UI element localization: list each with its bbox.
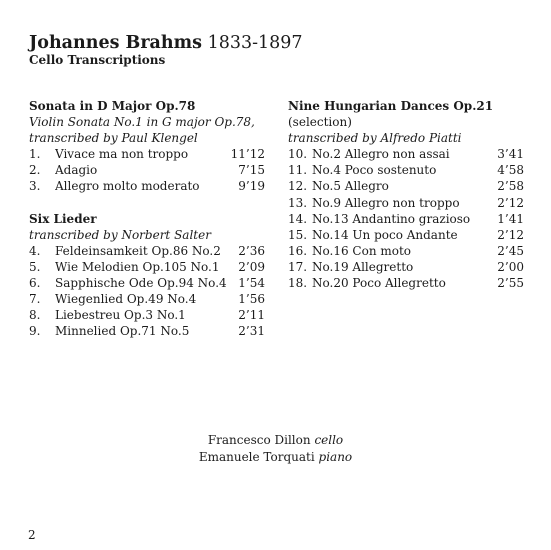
track-title: Allegro molto moderato: [55, 179, 200, 194]
left-column: [29, 98, 265, 339]
track-number: 18.: [288, 276, 308, 291]
track-row: [288, 259, 524, 275]
track-duration: 2’58: [497, 179, 524, 194]
dances-arranger: transcribed by Alfredo Piatti: [288, 131, 462, 146]
track-row: [29, 291, 265, 307]
track-number: 10.: [288, 147, 308, 162]
sonata-track-list: [29, 146, 265, 194]
track-title: Sapphische Ode Op.94 No.4: [55, 275, 227, 290]
track-title: Vivace ma non troppo: [55, 147, 189, 162]
track-title: No.5 Allegro: [312, 179, 389, 194]
track-title: No.19 Allegretto: [312, 259, 414, 274]
track-title: Wiegenlied Op.49 No.4: [55, 292, 197, 307]
lieder-title: Six Lieder: [29, 211, 97, 226]
track-duration: 4’58: [497, 163, 524, 178]
track-number: 16.: [288, 243, 308, 258]
performer-role: cello: [314, 433, 344, 447]
track-number: 7.: [29, 292, 41, 307]
lieder-arranger: transcribed by Norbert Salter: [29, 227, 211, 242]
track-duration: 1’41: [497, 211, 524, 226]
performer-piano: [0, 449, 551, 466]
track-number: 13.: [288, 195, 308, 210]
track-number: 3.: [29, 179, 41, 194]
track-row: [29, 146, 265, 162]
track-duration: 2’00: [497, 259, 524, 274]
track-row: [288, 211, 524, 227]
track-number: 1.: [29, 147, 41, 162]
track-number: 9.: [29, 324, 41, 339]
track-duration: 11’12: [230, 147, 265, 162]
track-title: No.2 Allegro non assai: [312, 147, 450, 162]
track-duration: 3’41: [497, 147, 524, 162]
track-duration: 1’54: [238, 275, 265, 290]
track-number: 8.: [29, 308, 41, 323]
track-duration: 2’12: [497, 227, 524, 242]
track-title: Liebestreu Op.3 No.1: [55, 308, 186, 323]
track-row: [288, 243, 524, 259]
section-gap: [29, 195, 265, 211]
track-duration: 2’09: [238, 259, 265, 274]
dances-title: Nine Hungarian Dances Op.21: [288, 99, 494, 113]
track-row: [29, 259, 265, 275]
track-title: No.20 Poco Allegretto: [312, 276, 446, 291]
sonata-arranger: transcribed by Paul Klengel: [29, 131, 198, 146]
performer-cello: [0, 432, 551, 449]
track-row: [29, 323, 265, 339]
track-number: 11.: [288, 163, 308, 178]
performer-name: Emanuele Torquati: [198, 450, 315, 464]
track-duration: 2’31: [238, 324, 265, 339]
performer-role: piano: [318, 450, 353, 464]
track-title: No.4 Poco sostenuto: [312, 163, 437, 178]
page-number: 2: [28, 528, 36, 542]
lieder-track-list: [29, 243, 265, 340]
track-duration: 7’15: [238, 163, 265, 178]
performer-name: Francesco Dillon: [207, 433, 311, 447]
track-title: No.16 Con moto: [312, 243, 412, 258]
dances-note: (selection): [288, 115, 352, 130]
track-row: [288, 146, 524, 162]
track-number: 15.: [288, 227, 308, 242]
track-duration: 1’56: [238, 292, 265, 307]
track-title: Feldeinsamkeit Op.86 No.2: [55, 243, 221, 258]
track-row: [288, 195, 524, 211]
track-number: 12.: [288, 179, 308, 194]
track-title: No.9 Allegro non troppo: [312, 195, 460, 210]
track-row: [288, 227, 524, 243]
track-row: [29, 162, 265, 178]
track-title: Minnelied Op.71 No.5: [55, 324, 190, 339]
track-title: No.14 Un poco Andante: [312, 227, 458, 242]
track-title: No.13 Andantino grazioso: [312, 211, 471, 226]
track-number: 2.: [29, 163, 41, 178]
dances-track-list: [288, 146, 524, 291]
sonata-source: Violin Sonata No.1 in G major Op.78,: [29, 115, 255, 130]
track-number: 5.: [29, 259, 41, 274]
track-duration: 2’55: [497, 276, 524, 291]
track-number: 17.: [288, 259, 308, 274]
track-number: 14.: [288, 211, 308, 226]
right-column: [288, 98, 524, 291]
track-duration: 2’36: [238, 243, 265, 258]
composer-name: Johannes Brahms: [29, 33, 202, 53]
track-row: [29, 178, 265, 194]
track-duration: 2’12: [497, 195, 524, 210]
track-row: [29, 275, 265, 291]
track-duration: 2’45: [497, 243, 524, 258]
track-row: [288, 162, 524, 178]
track-title: Adagio: [55, 163, 98, 178]
track-duration: 2’11: [238, 308, 265, 323]
track-number: 6.: [29, 275, 41, 290]
track-duration: 9’19: [238, 179, 265, 194]
sonata-title: Sonata in D Major Op.78: [29, 99, 196, 113]
track-row: [29, 243, 265, 259]
album-subtitle: Cello Transcriptions: [29, 53, 166, 67]
composer-heading: [29, 33, 303, 53]
track-title: Wie Melodien Op.105 No.1: [55, 259, 220, 274]
composer-dates: 1833-1897: [207, 33, 303, 53]
track-row: [29, 307, 265, 323]
track-number: 4.: [29, 243, 41, 258]
track-row: [288, 178, 524, 194]
track-row: [288, 275, 524, 291]
